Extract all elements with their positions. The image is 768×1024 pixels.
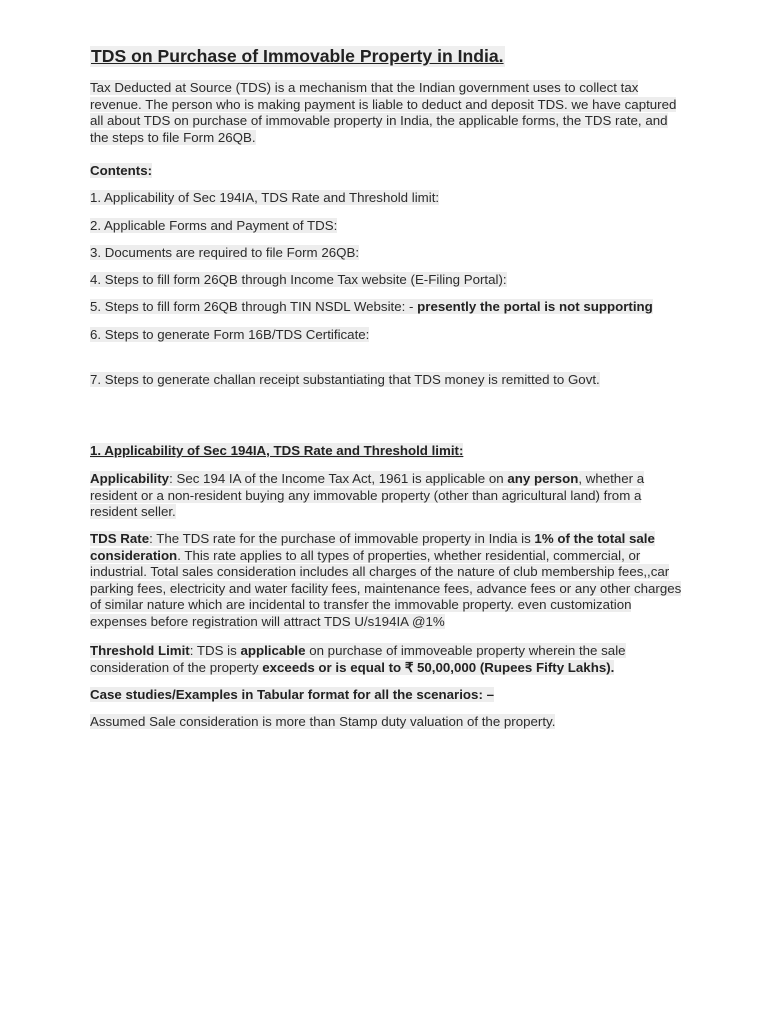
applicability-text-2: , whether a resident or a non-resident buying any immovable property (other than agricultural land) from a resident seller.	[90, 471, 645, 519]
tds-rate-bold: 1% of the total sale consideration	[90, 531, 655, 563]
contents-item	[90, 299, 682, 316]
contents-item-2: 2. Applicable Forms and Payment of TDS:	[90, 218, 338, 233]
threshold-bold-1: applicable	[240, 643, 306, 658]
contents-item	[90, 372, 682, 389]
threshold-text-1: : TDS is	[189, 643, 241, 658]
contents-item-1: 1. Applicability of Sec 194IA, TDS Rate and Threshold limit:	[90, 190, 440, 205]
threshold-label: Threshold Limit	[90, 643, 190, 658]
contents-heading-text: Contents:	[90, 163, 153, 178]
section1-heading-text: 1. Applicability of Sec 194IA, TDS Rate and Threshold limit:	[90, 443, 464, 458]
section1-heading	[90, 443, 682, 460]
contents-heading	[90, 163, 682, 180]
contents-item-5: 5. Steps to fill form 26QB through TIN NSDL Website: -	[90, 299, 418, 314]
applicability-bold: any person	[507, 471, 579, 486]
assumed-text: Assumed Sale consideration is more than Stamp duty valuation of the property.	[90, 714, 556, 729]
page-title: TDS on Purchase of Immovable Property in India.	[91, 46, 504, 66]
contents-item	[90, 218, 682, 235]
contents-item	[90, 245, 682, 262]
applicability-text-1: : Sec 194 IA of the Income Tax Act, 1961 is applicable on	[169, 471, 508, 486]
applicability-label: Applicability	[90, 471, 170, 486]
tds-rate-text-2: . This rate applies to all types of properties, whether residential, commercial, or industrial. Total sales consideration includes all charges of the nature of club membership fees,,car parking fees, electricity and water facility fees, maintenance fees, advance fees or any other charges of similar nature which are incidental to transfer the immovable property. even customization expenses before registration will attract TDS U/s194IA @1%	[90, 547, 682, 629]
contents-item-7: 7. Steps to generate challan receipt substantiating that TDS money is remitted to Govt.	[90, 372, 600, 387]
applicability-paragraph	[90, 471, 682, 521]
contents-item	[90, 272, 682, 289]
case-studies-heading	[90, 687, 682, 704]
tds-rate-label: TDS Rate	[90, 531, 150, 546]
intro-text: Tax Deducted at Source (TDS) is a mechanism that the Indian government uses to collect tax revenue. The person who is making payment is liable to deduct and deposit TDS. we have captured all about TDS on purchase of immovable property in India, the applicable forms, the TDS rate, and the steps to file Form 26QB.	[90, 80, 677, 145]
threshold-text-2: on purchase of immoveable property wherein the sale consideration of the property	[90, 643, 626, 675]
contents-item	[90, 327, 682, 344]
tds-rate-paragraph	[90, 531, 682, 630]
tds-rate-text-1: : The TDS rate for the purchase of immovable property in India is	[149, 531, 535, 546]
contents-item-3: 3. Documents are required to file Form 26QB:	[90, 245, 360, 260]
contents-item-5-note: presently the portal is not supporting	[417, 299, 653, 314]
case-studies-text: Case studies/Examples in Tabular format for all the scenarios: –	[90, 687, 494, 702]
contents-item	[90, 190, 682, 207]
contents-item-4: 4. Steps to fill form 26QB through Income Tax website (E-Filing Portal):	[90, 272, 507, 287]
intro-paragraph	[90, 80, 682, 146]
assumed-paragraph	[90, 714, 682, 731]
contents-item-6: 6. Steps to generate Form 16B/TDS Certificate:	[90, 327, 370, 342]
threshold-bold-2: exceeds or is equal to ₹ 50,00,000 (Rupees Fifty Lakhs).	[262, 659, 615, 675]
threshold-paragraph	[90, 643, 682, 676]
